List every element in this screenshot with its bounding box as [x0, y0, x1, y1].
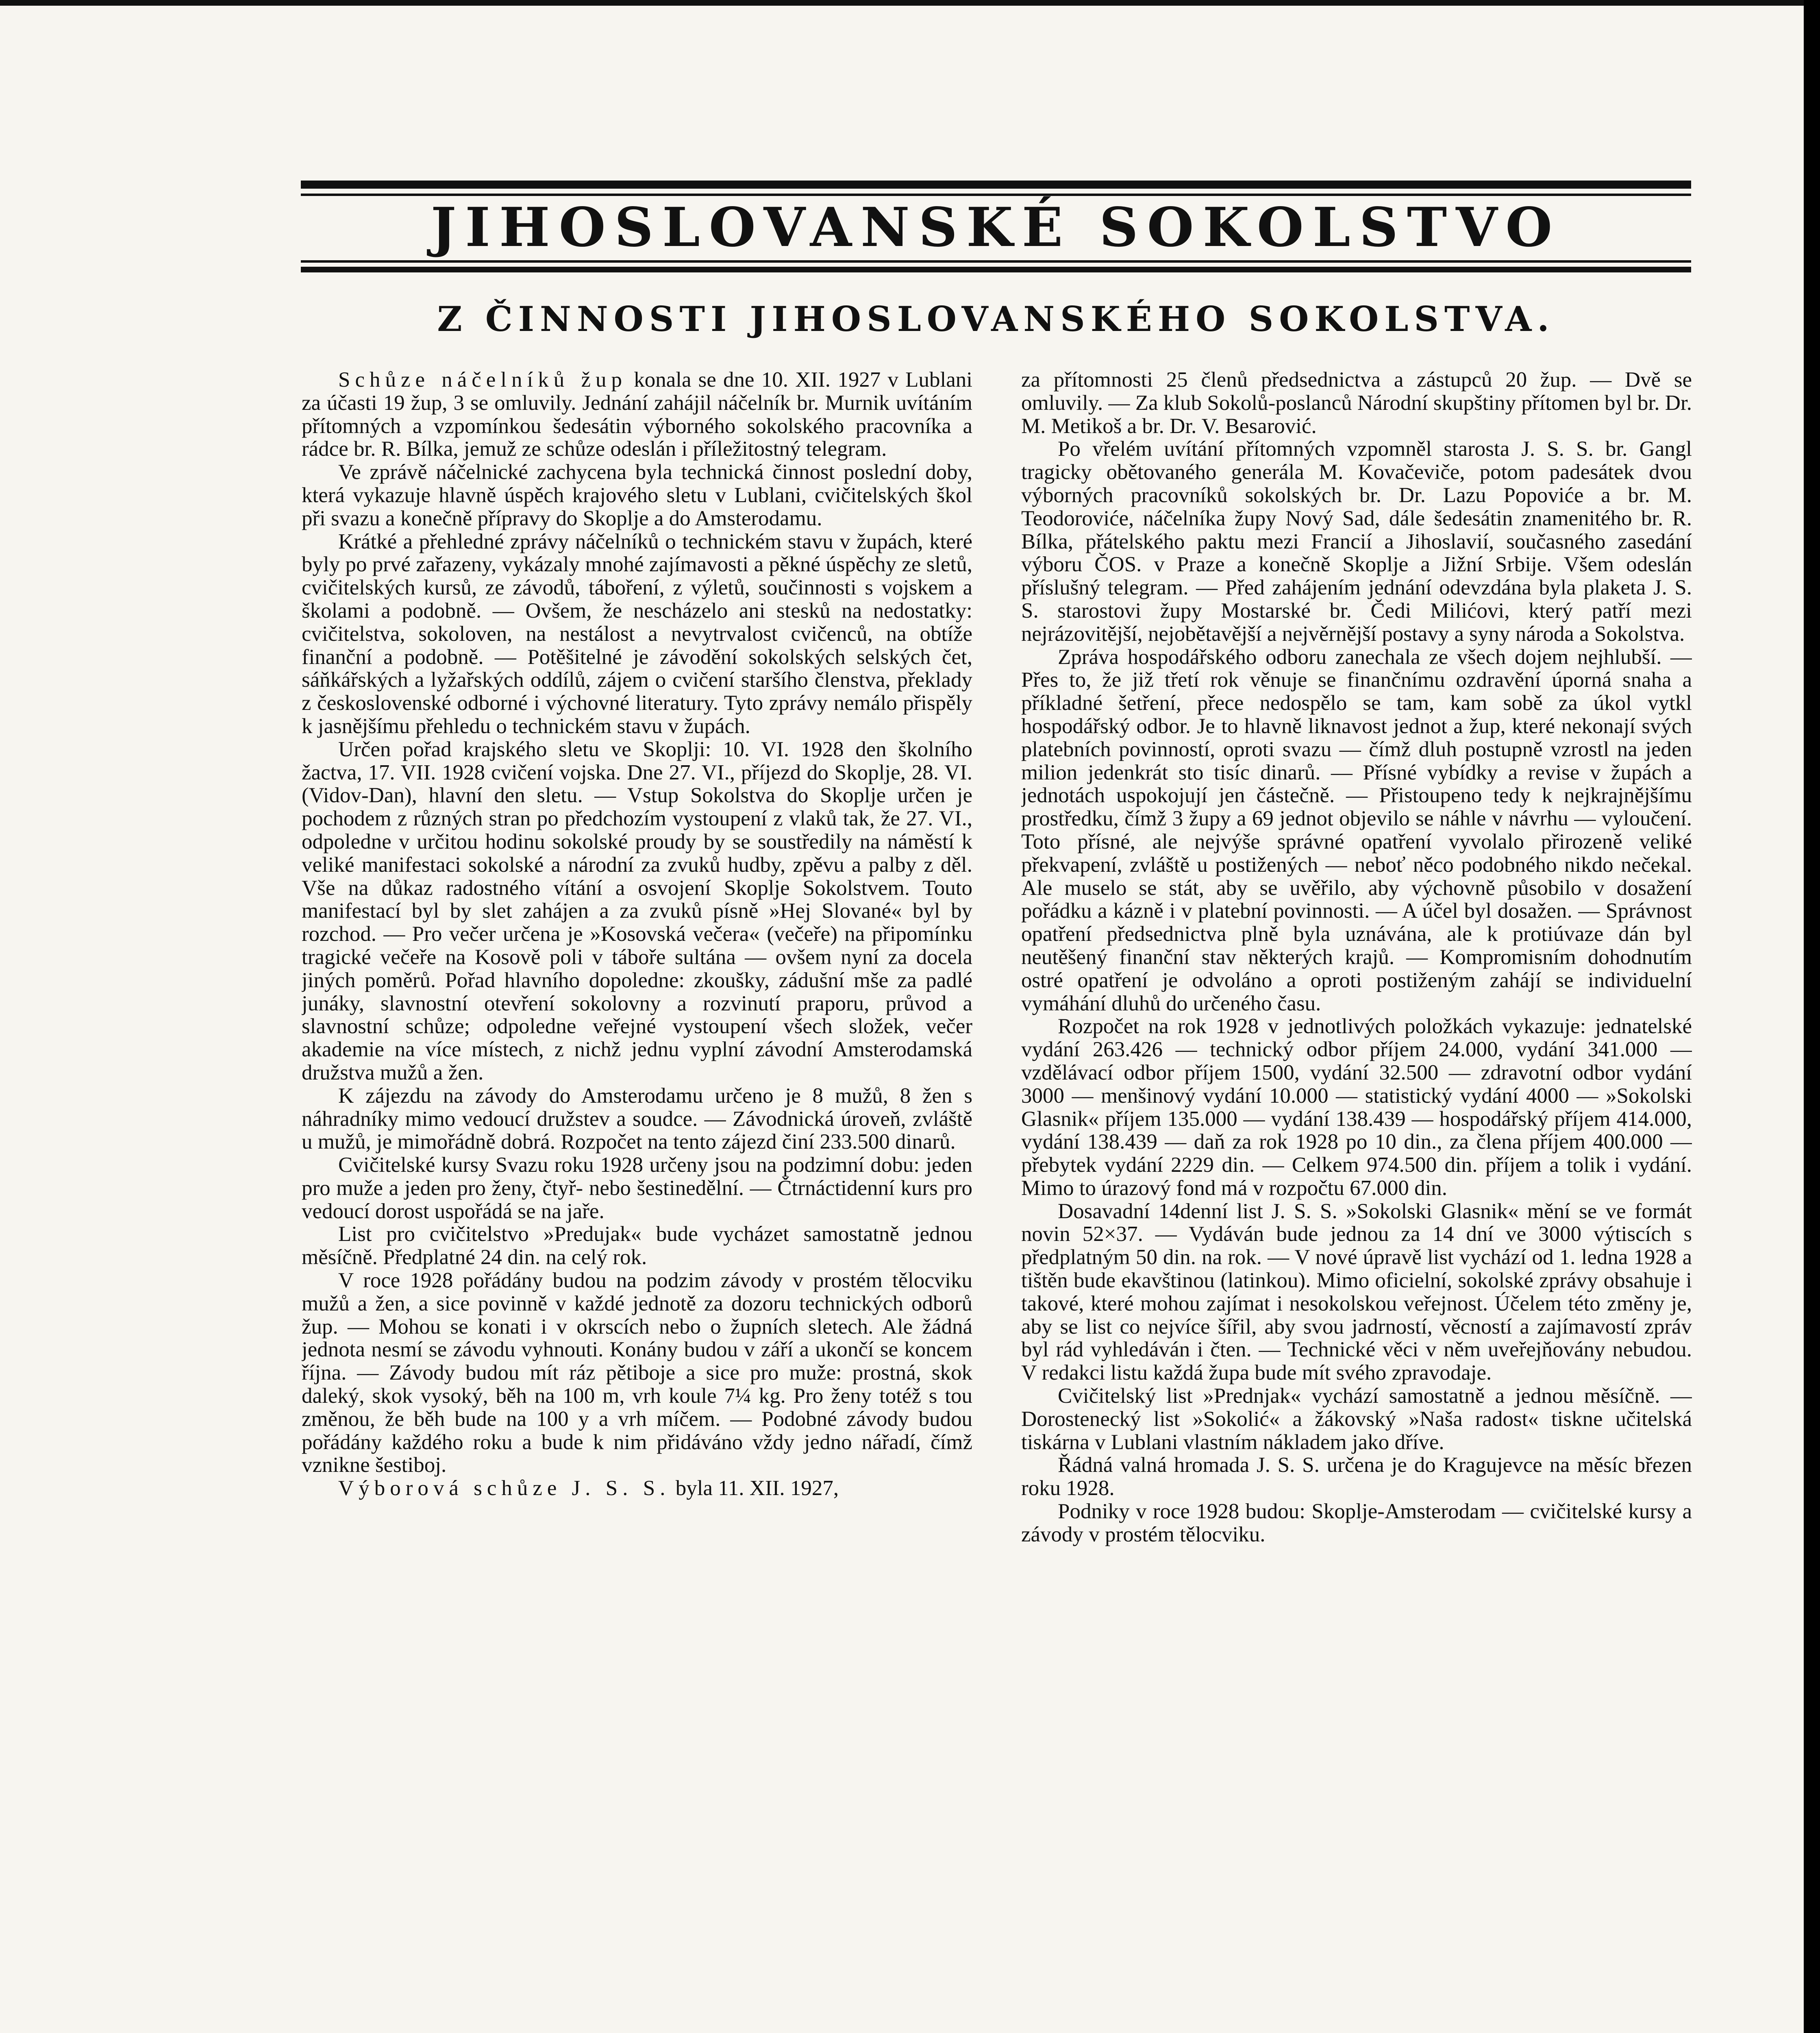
paragraph-text: Řádná valná hromada J. S. S. určena je do Kragujevce na měsíc březen roku 1928.	[1021, 1453, 1692, 1500]
header-rule-top-thick	[301, 181, 1691, 189]
paragraph-text: Po vřelém uvítání přítomných vzpomněl starosta J. S. S. br. Gangl tragicky obětovaného generála M. Kovačeviče, potom padesátek dvou výborných pracovníků sokolských br. Dr. Lazu Popoviće a br. M. Teodoroviće, náčelníka župy Nový Sad, dále šedesátin znamenitého br. R. Bílka, přátelského paktu mezi Francií a Jihoslavií, současného zasedání výboru ČOS. v Praze a konečně Skoplje a Jižní Srbije. Všem odeslán příslušný telegram. — Před zahájením jednání odevzdána byla plaketa J. S. S. starostovi župy Mostarské br. Čedi Milićovi, který patří mezi nejrázovitější, nejobětavější a nejvěrnější postavy a syny národa a Sokolstva.	[1021, 437, 1692, 646]
paragraph	[302, 461, 972, 530]
header-rule-bottom-thin	[301, 260, 1691, 263]
paragraph	[1021, 1200, 1692, 1384]
paragraph-text: Cvičitelské kursy Svazu roku 1928 určeny jsou na podzimní dobu: jeden pro muže a jeden pro ženy, čtyř- nebo šestinedělní. — Čtrnáctidenní kurs pro vedoucí dorost uspořádá se na jaře.	[302, 1153, 972, 1223]
paragraph-text: Dosavadní 14denní list J. S. S. »Sokolski Glasnik« mění se ve formát novin 52×37. — Vydáván bude jednou za 14 dní ve 3000 výtiscích s předplatným 50 din. na rok. — V nové úpravě list vychází od 1. ledna 1928 a tištěn bude ekavštinou (latinkou). Mimo oficielní, sokolské zprávy obsahuje i takové, které mohou zajímat i nesokolskou veřejnost. Účelem této změny je, aby se list co nejvíce šířil, aby svou jadrností, věcností a zajímavostí zpráv byl rád vyhledáván i čten. — Technické věci v něm uveřejňovány nebudou. V redakci listu každá župa bude mít svého zpravodaje.	[1021, 1199, 1692, 1385]
paragraph	[302, 1084, 972, 1154]
paragraph-text: byla 11. XII. 1927,	[670, 1476, 839, 1500]
paragraph	[302, 1154, 972, 1223]
paragraph-text: Rozpočet na rok 1928 v jednotlivých položkách vykazuje: jednatelské vydání 263.426 — technický odbor příjem 24.000, vydání 341.000 — vzdělávací odbor příjem 1500, vydání 32.500 — zdravotní odbor vydání 3000 — menšinový vydání 10.000 — statistický vydání 4000 — »Sokolski Glasnik« příjem 135.000 — vydání 138.439 — hospodářský příjem 414.000, vydání 138.439 — daň za rok 1928 po 10 din., za člena příjem 400.000 — přebytek vydání 2229 din. — Celkem 974.500 din. příjem a tolik i vydání. Mimo to úrazový fond má v rozpočtu 67.000 din.	[1021, 1014, 1692, 1200]
paragraph-text: za přítomnosti 25 členů předsednictva a zástupců 20 žup. — Dvě se omluvily. — Za klub Sokolů-poslanců Národní skupštiny přítomen byl br. Dr. M. Metikoš a br. Dr. V. Besarović.	[1021, 368, 1692, 438]
scan-edge-right	[1804, 0, 1820, 2033]
paragraph	[302, 1269, 972, 1477]
paragraph-text: List pro cvičitelstvo »Predujak« bude vycházet samostatně jednou měsíčně. Předplatné 24 din. na celý rok.	[302, 1222, 972, 1269]
paragraph-text: Cvičitelský list »Prednjak« vychází samostatně a jednou měsíčně. — Dorostenecký list »Sokolić« a žákovský »Naša radost« tiskne učitelská tiskárna v Lublani vlastním nákladem jako dříve.	[1021, 1384, 1692, 1454]
paragraph-lead: Výborová schůze J. S. S.	[338, 1476, 670, 1500]
paragraph-text: K zájezdu na závody do Amsterodamu určeno je 8 mužů, 8 žen s náhradníky mimo vedoucí družstev a soudce. — Závodnická úroveň, zvláště u mužů, je mimořádně dobrá. Rozpočet na tento zájezd činí 233.500 dinarů.	[302, 1084, 972, 1154]
paragraph	[302, 1223, 972, 1269]
right-column	[1021, 368, 1692, 2033]
paragraph	[1021, 1015, 1692, 1199]
paragraph	[1021, 1454, 1692, 1500]
paragraph-text: konala se dne 10. XII. 1927 v Lublani za účasti 19 žup, 3 se omluvily. Jednání zahájil náčelník br. Murnik uvítáním přítomných a vzpomínkou šedesátin výborného sokolského pracovníka a rádce br. R. Bílka, jemuž ze schůze odeslán i příležitostný telegram.	[302, 368, 972, 461]
paragraph	[1021, 646, 1692, 1015]
paragraph-text: V roce 1928 pořádány budou na podzim závody v prostém tělocviku mužů a žen, a sice povinně v každé jednotě za dozoru technických odborů žup. — Mohou se konati i v okrscích nebo o župních sletech. Ale žádná jednota nesmí se závodu vyhnouti. Konány budou v září a ukončí se koncem října. — Závody budou mít ráz pětiboje a sice pro muže: prostná, skok daleký, skok vysoký, běh na 100 m, vrh koule 7¼ kg. Pro ženy totéž s tou změnou, že běh bude na 100 y a vrh míčem. — Podobné závody budou pořádány každého roku a bude k nim přidáváno vždy jedno nářadí, čímž vznikne šestiboj.	[302, 1269, 972, 1477]
header-rule-bottom-thick	[301, 267, 1691, 272]
paragraph-lead: Schůze náčelníků žup	[338, 368, 627, 392]
article-title: Z ČINNOSTI JIHOSLOVANSKÉHO SOKOLSTVA.	[437, 299, 1555, 339]
section-title: JIHOSLOVANSKÉ SOKOLSTVO	[431, 196, 1561, 259]
paragraph	[302, 530, 972, 738]
left-column	[302, 368, 972, 2033]
paragraph	[302, 1477, 972, 1500]
paragraph	[302, 738, 972, 1084]
paragraph	[1021, 1384, 1692, 1454]
paragraph	[1021, 1500, 1692, 1546]
paragraph-text: Určen pořad krajského sletu ve Skoplji: 10. VI. 1928 den školního žactva, 17. VII. 1928 cvičení vojska. Dne 27. VI., příjezd do Skoplje, 28. VI. (Vidov-Dan), hlavní den sletu. — Vstup Sokolstva do Skoplje určen je pochodem z různých stran po předchozím vystoupení z vlaků tak, že 27. VI., odpoledne v určitou hodinu sokolské proudy by se soustředily na náměstí k veliké manifestaci sokolské a národní za zvuků hudby, zpěvu a palby z děl. Vše na důkaz radostného vítání a osvojení Skoplje Sokolstvem. Touto manifestací byl by slet zahájen a za zvuků písně »Hej Slované« byl by rozchod. — Pro večer určena je »Kosovská večera« (večeře) na připomínku tragické večeře na Kosově poli v táboře sultána — ovšem nyní za docela jiných poměrů. Pořad hlavního dopoledne: zkoušky, zádušní mše za padlé junáky, slavnostní otevření sokolovny a rozvinutí praporu, průvod a slavnostní schůze; odpoledne veřejné vystoupení všech složek, večer akademie na více místech, z nichž jednu vyplní závodní Amsterodamská družstva mužů a žen.	[302, 737, 972, 1084]
paragraph-text: Zpráva hospodářského odboru zanechala ze všech dojem nejhlubší. — Přes to, že již třetí rok věnuje se finančnímu ozdravění úporná snaha a příkladné šetření, přece nedospělo se tam, kam sobě za úkol vytkl hospodářský odbor. Je to hlavně liknavost jednot a žup, které nekonají svých platebních povinností, oproti svazu — čímž dluh postupně vzrostl na jeden milion jedenkrát sto tisíc dinarů. — Přísné vybídky a revise v župách a jednotách uspokojují jen částečně. — Přistoupeno tedy k nejkrajnějšímu prostředku, čímž 3 župy a 69 jednot objevilo se náhle v návrhu — vyloučení. Toto přísné, ale nejvýše správné opatření vyvolalo přirozeně veliké překvapení, zvláště u postižených — neboť něco podobného nikdo nečekal. Ale muselo se stát, aby se uvěřilo, aby výchovně působilo v dosažení pořádku a kázně i v platební povinnosti. — A účel byl dosažen. — Správnost opatření předsednictva plně byla uznávána, ale k protiúvaze dán byl neutěšený finanční stav některých krajů. — Kompromisním dohodnutím ostré opatření je odvoláno a oproti postiženým zahájí se individuelní vymáhání dluhů do určeného času.	[1021, 645, 1692, 1015]
paragraph-text: Podniky v roce 1928 budou: Skoplje-Amsterodam — cvičitelské kursy a závody v prostém tělocviku.	[1021, 1500, 1692, 1546]
paragraph	[302, 368, 972, 461]
paragraph-text: Ve zprávě náčelnické zachycena byla technická činnost poslední doby, která vykazuje hlavně úspěch krajového sletu v Lublani, cvičitelských škol při svazu a konečně přípravy do Skoplje a do Amsterodamu.	[302, 460, 972, 530]
paragraph	[1021, 438, 1692, 645]
paragraph	[1021, 368, 1692, 438]
paragraph-text: Krátké a přehledné zprávy náčelníků o technickém stavu v župách, které byly po prvé zařazeny, vykázaly mnohé zajímavosti a pěkné úspěchy ze sletů, cvičitelských kursů, ze závodů, táboření, z výletů, součinnosti s vojskem a školami a podobně. — Ovšem, že nescházelo ani stesků na nedostatky: cvičitelstva, sokoloven, na nestálost a nevytrvalost cvičenců, na obtíže finanční a podobně. — Potěšitelné je závodění sokolských selských čet, sáňkářských a lyžařských oddílů, zájem o cvičení staršího členstva, překlady z československé odborné i výchovné literatury. Tyto zprávy nemálo přispěly k jasnějšímu přehledu o technickém stavu v župách.	[302, 529, 972, 738]
scan-edge-top	[0, 0, 1820, 6]
